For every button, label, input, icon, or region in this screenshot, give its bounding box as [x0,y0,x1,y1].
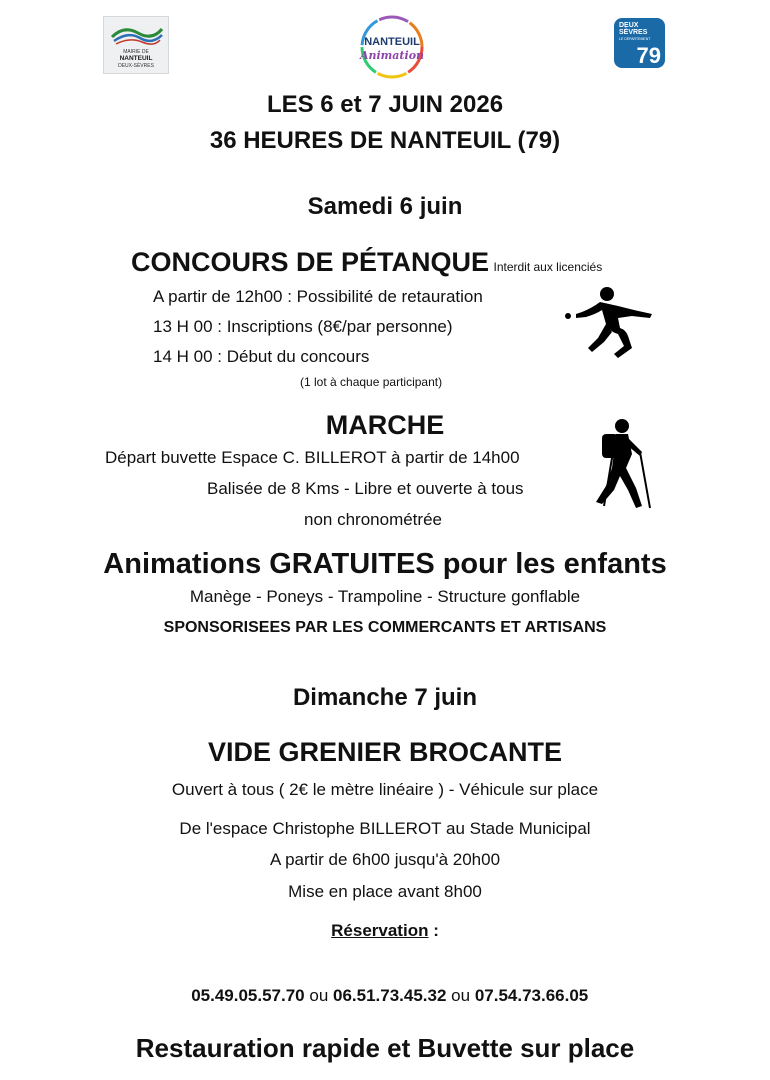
phone-1[interactable]: 05.49.05.57.70 [191,986,305,1005]
brocante-line-4: Mise en place avant 8h00 [288,882,482,901]
petanque-note: Interdit aux licenciés [493,260,603,274]
reservation-label: Réservation [331,921,429,940]
reservation-colon: : [428,921,439,940]
marche-line-3: non chronométrée [304,510,442,529]
brocante-line-1: Ouvert à tous ( 2€ le mètre linéaire ) - Véhicule sur place [171,780,599,799]
phone-3[interactable]: 07.54.73.66.05 [474,986,589,1005]
phone-2[interactable]: 06.51.73.45.32 [333,986,447,1005]
marche-line-1: Départ buvette Espace C. BILLEROT à partir de 14h00 [105,448,520,467]
mairie-line1: MAIRIE DE [123,49,149,55]
deux-sevres-line3: LE DÉPARTEMENT [619,37,651,41]
petanque-heading [131,247,602,278]
kids-activities: Manège - Poneys - Trampoline - Structure gonflable [189,587,581,606]
petanque-footnote: (1 lot à chaque participant) [300,375,443,389]
deux-sevres-logo [614,18,665,68]
phone-sep-1: ou [304,986,333,1005]
marche-title: MARCHE [325,410,445,440]
deux-sevres-number: 79 [636,43,661,68]
reservation-phones [0,966,770,1006]
brocante-line-3: A partir de 6h00 jusqu'à 20h00 [269,850,501,869]
deux-sevres-line2: SÈVRES [619,29,648,36]
sunday-title: Dimanche 7 juin [292,684,478,711]
kids-title: Animations GRATUITES pour les enfants [103,548,667,580]
nanteuil-logo-top: NANTEUIL [364,36,420,48]
petanque-line-2: 13 H 00 : Inscriptions (8€/par personne) [153,317,453,336]
header-event: 36 HEURES DE NANTEUIL (79) [209,127,561,154]
petanque-player-icon [562,284,658,360]
mairie-name: NANTEUIL [119,55,153,62]
phone-sep-2: ou [446,986,475,1005]
reservation-heading [0,921,770,941]
saturday-title: Samedi 6 juin [307,193,463,220]
header-dates: LES 6 et 7 JUIN 2026 [266,91,504,118]
marche-line-2: Balisée de 8 Kms - Libre et ouverte à tous [207,479,524,498]
nanteuil-animation-logo [355,14,429,80]
mairie-logo [103,16,169,74]
mairie-swoosh-icon [104,19,168,49]
kids-sponsor: SPONSORISEES PAR LES COMMERCANTS ET ARTISANS [163,619,607,636]
petanque-line-1: A partir de 12h00 : Possibilité de retauration [153,287,483,306]
hiker-icon [592,416,658,512]
deux-sevres-line1: DEUX [619,22,639,29]
brocante-line-2: De l'espace Christophe BILLEROT au Stade Municipal [179,819,591,838]
nanteuil-logo-bottom: Animation [359,49,425,62]
footer-text: Restauration rapide et Buvette sur place [135,1033,635,1063]
brocante-title: VIDE GRENIER BROCANTE [207,737,563,767]
mairie-line2: DEUX-SÈVRES [118,63,154,69]
petanque-title: CONCOURS DE PÉTANQUE [131,247,490,277]
petanque-line-3: 14 H 00 : Début du concours [153,347,370,366]
